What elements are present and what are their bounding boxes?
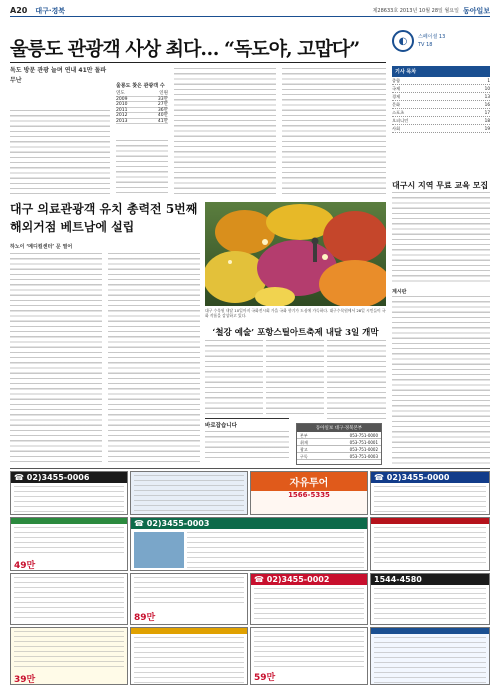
main-headline: 울릉도 관광객 사상 최다… “독도야, 고맙다” (10, 38, 360, 60)
office-contact-box (296, 423, 382, 465)
main-body-column-4 (282, 68, 386, 194)
story3-body-col-2 (266, 340, 324, 414)
right-column-headline: 대구시 지역 무료 교육 모집 (392, 180, 489, 190)
toc-item[interactable]: 문화 16 (392, 102, 490, 107)
toc-item[interactable]: 경제 13 (392, 94, 490, 99)
section-name: 대구·경북 (35, 6, 66, 15)
ad-brand: 자유투어 (251, 472, 367, 491)
travel-ad-8[interactable] (130, 573, 248, 625)
toc-bar: 기사 목차 (392, 66, 490, 77)
visitor-table-title: 울릉도 찾은 관광객 수 (116, 83, 165, 89)
ad-price: 39만 (14, 675, 36, 685)
ad-phone: ☎ 02)3455-0000 (371, 472, 489, 483)
toc-item[interactable]: 사회 19 (392, 126, 490, 131)
toc-issue-line-1: 스페이셜 13 (418, 34, 446, 40)
toc-item[interactable]: 스포츠 17 (392, 110, 490, 115)
toc-issue-line-2: TV 18 (418, 42, 433, 48)
table-row: 연도 인원 (116, 91, 168, 96)
story2-body-col-1 (10, 253, 102, 463)
travel-ad-5[interactable] (130, 517, 368, 571)
ad-phone: ☎ 02)3455-0002 (251, 574, 367, 585)
travel-ad-9[interactable] (250, 573, 368, 625)
newspaper-logo: 동아일보 (462, 6, 490, 15)
table-row: 2013 41만 (116, 118, 168, 124)
travel-ad-10[interactable] (370, 573, 490, 625)
main-body-column-3 (174, 68, 276, 194)
right-column-subhead: 계시판 (392, 289, 407, 295)
travel-ad-4[interactable] (10, 517, 128, 571)
contact-row: 광고 053-751-0002 (297, 446, 381, 453)
travel-ad-14[interactable] (370, 627, 490, 685)
travel-ad-12[interactable] (130, 627, 248, 685)
travel-ad-3[interactable] (370, 471, 490, 515)
story2-subtitle: 하노이 ‘메디컬센터’ 문 열어 (10, 244, 73, 250)
correction-box (205, 418, 289, 458)
travel-ad-1[interactable] (10, 471, 128, 515)
page-header (10, 5, 490, 17)
travel-ad-7[interactable] (10, 573, 128, 625)
page-number: A20 (10, 6, 28, 15)
story2-body-col-2 (108, 253, 200, 463)
travel-ad-13[interactable] (250, 627, 368, 685)
correction-title: 바로잡습니다 (205, 418, 289, 429)
travel-ad-6[interactable] (370, 517, 490, 571)
ad-price: 49만 (14, 561, 36, 571)
toc-item[interactable]: 종합 1 (392, 78, 490, 83)
chrysanthemum-photo (205, 202, 386, 306)
photo-caption: 대구 수목원 내달 10일까지 국화전시회 가을 국화 향기가 도심에 가득하다. 대구수목원에서 28일 시민들이 국화 작품을 감상하고 있다. (205, 308, 386, 318)
contact-row: 구독 053-751-0003 (297, 453, 381, 460)
travel-ad-11[interactable] (10, 627, 128, 685)
table-row: 2011 36만 (116, 107, 168, 113)
ad-price: 89만 (134, 613, 156, 623)
ad-phone: 1566-5335 (288, 491, 330, 499)
table-row: 2009 33만 (116, 96, 168, 102)
contact-row: 취재 053-751-0001 (297, 439, 381, 446)
jayu-tour-ad[interactable] (250, 471, 368, 515)
story3-body-col-1 (205, 340, 263, 414)
main-subhead: 독도 방문 관광 늘며 연내 41만 돌파 무난 (10, 67, 107, 84)
table-row: 2012 40만 (116, 113, 168, 118)
table-of-contents (392, 20, 490, 162)
sun-logo-icon: ◐ (392, 30, 414, 52)
ad-photo (134, 532, 184, 568)
table-row: 2010 27만 (116, 102, 168, 107)
story2-headline: 대구 의료관광객 유치 총력전 5번째 해외거점 베트남에 설립 (10, 202, 198, 234)
office-contact-title: 동아일보 대구·경북본부 (297, 424, 381, 432)
issue-meta: 제28633호 2013년 10월 28일 월요일 (372, 8, 459, 14)
ad-phone: 1544-4580 (371, 574, 489, 585)
contact-row: 본부 053-751-0000 (297, 432, 381, 439)
main-body-column-2 (116, 140, 168, 194)
headline-rule (10, 62, 386, 63)
story3-body-col-3 (327, 340, 386, 420)
ad-phone: ☎ 02)3455-0006 (11, 472, 127, 483)
main-body-column-1 (10, 110, 110, 194)
toc-item[interactable]: 오피니언 18 (392, 118, 490, 123)
advertisement-area (10, 468, 490, 686)
ad-phone: ☎ 02)3455-0003 (131, 518, 367, 529)
travel-ad-2[interactable] (130, 471, 248, 515)
story3-headline: ‘철강 예술’ 포항스틸아트축제 내달 3일 개막 (212, 328, 379, 338)
right-column-body-1 (392, 192, 490, 284)
toc-item[interactable]: 국제 10 (392, 86, 490, 91)
ad-price: 59만 (254, 673, 276, 683)
right-column-body-2 (392, 296, 490, 464)
visitor-table (116, 82, 168, 138)
